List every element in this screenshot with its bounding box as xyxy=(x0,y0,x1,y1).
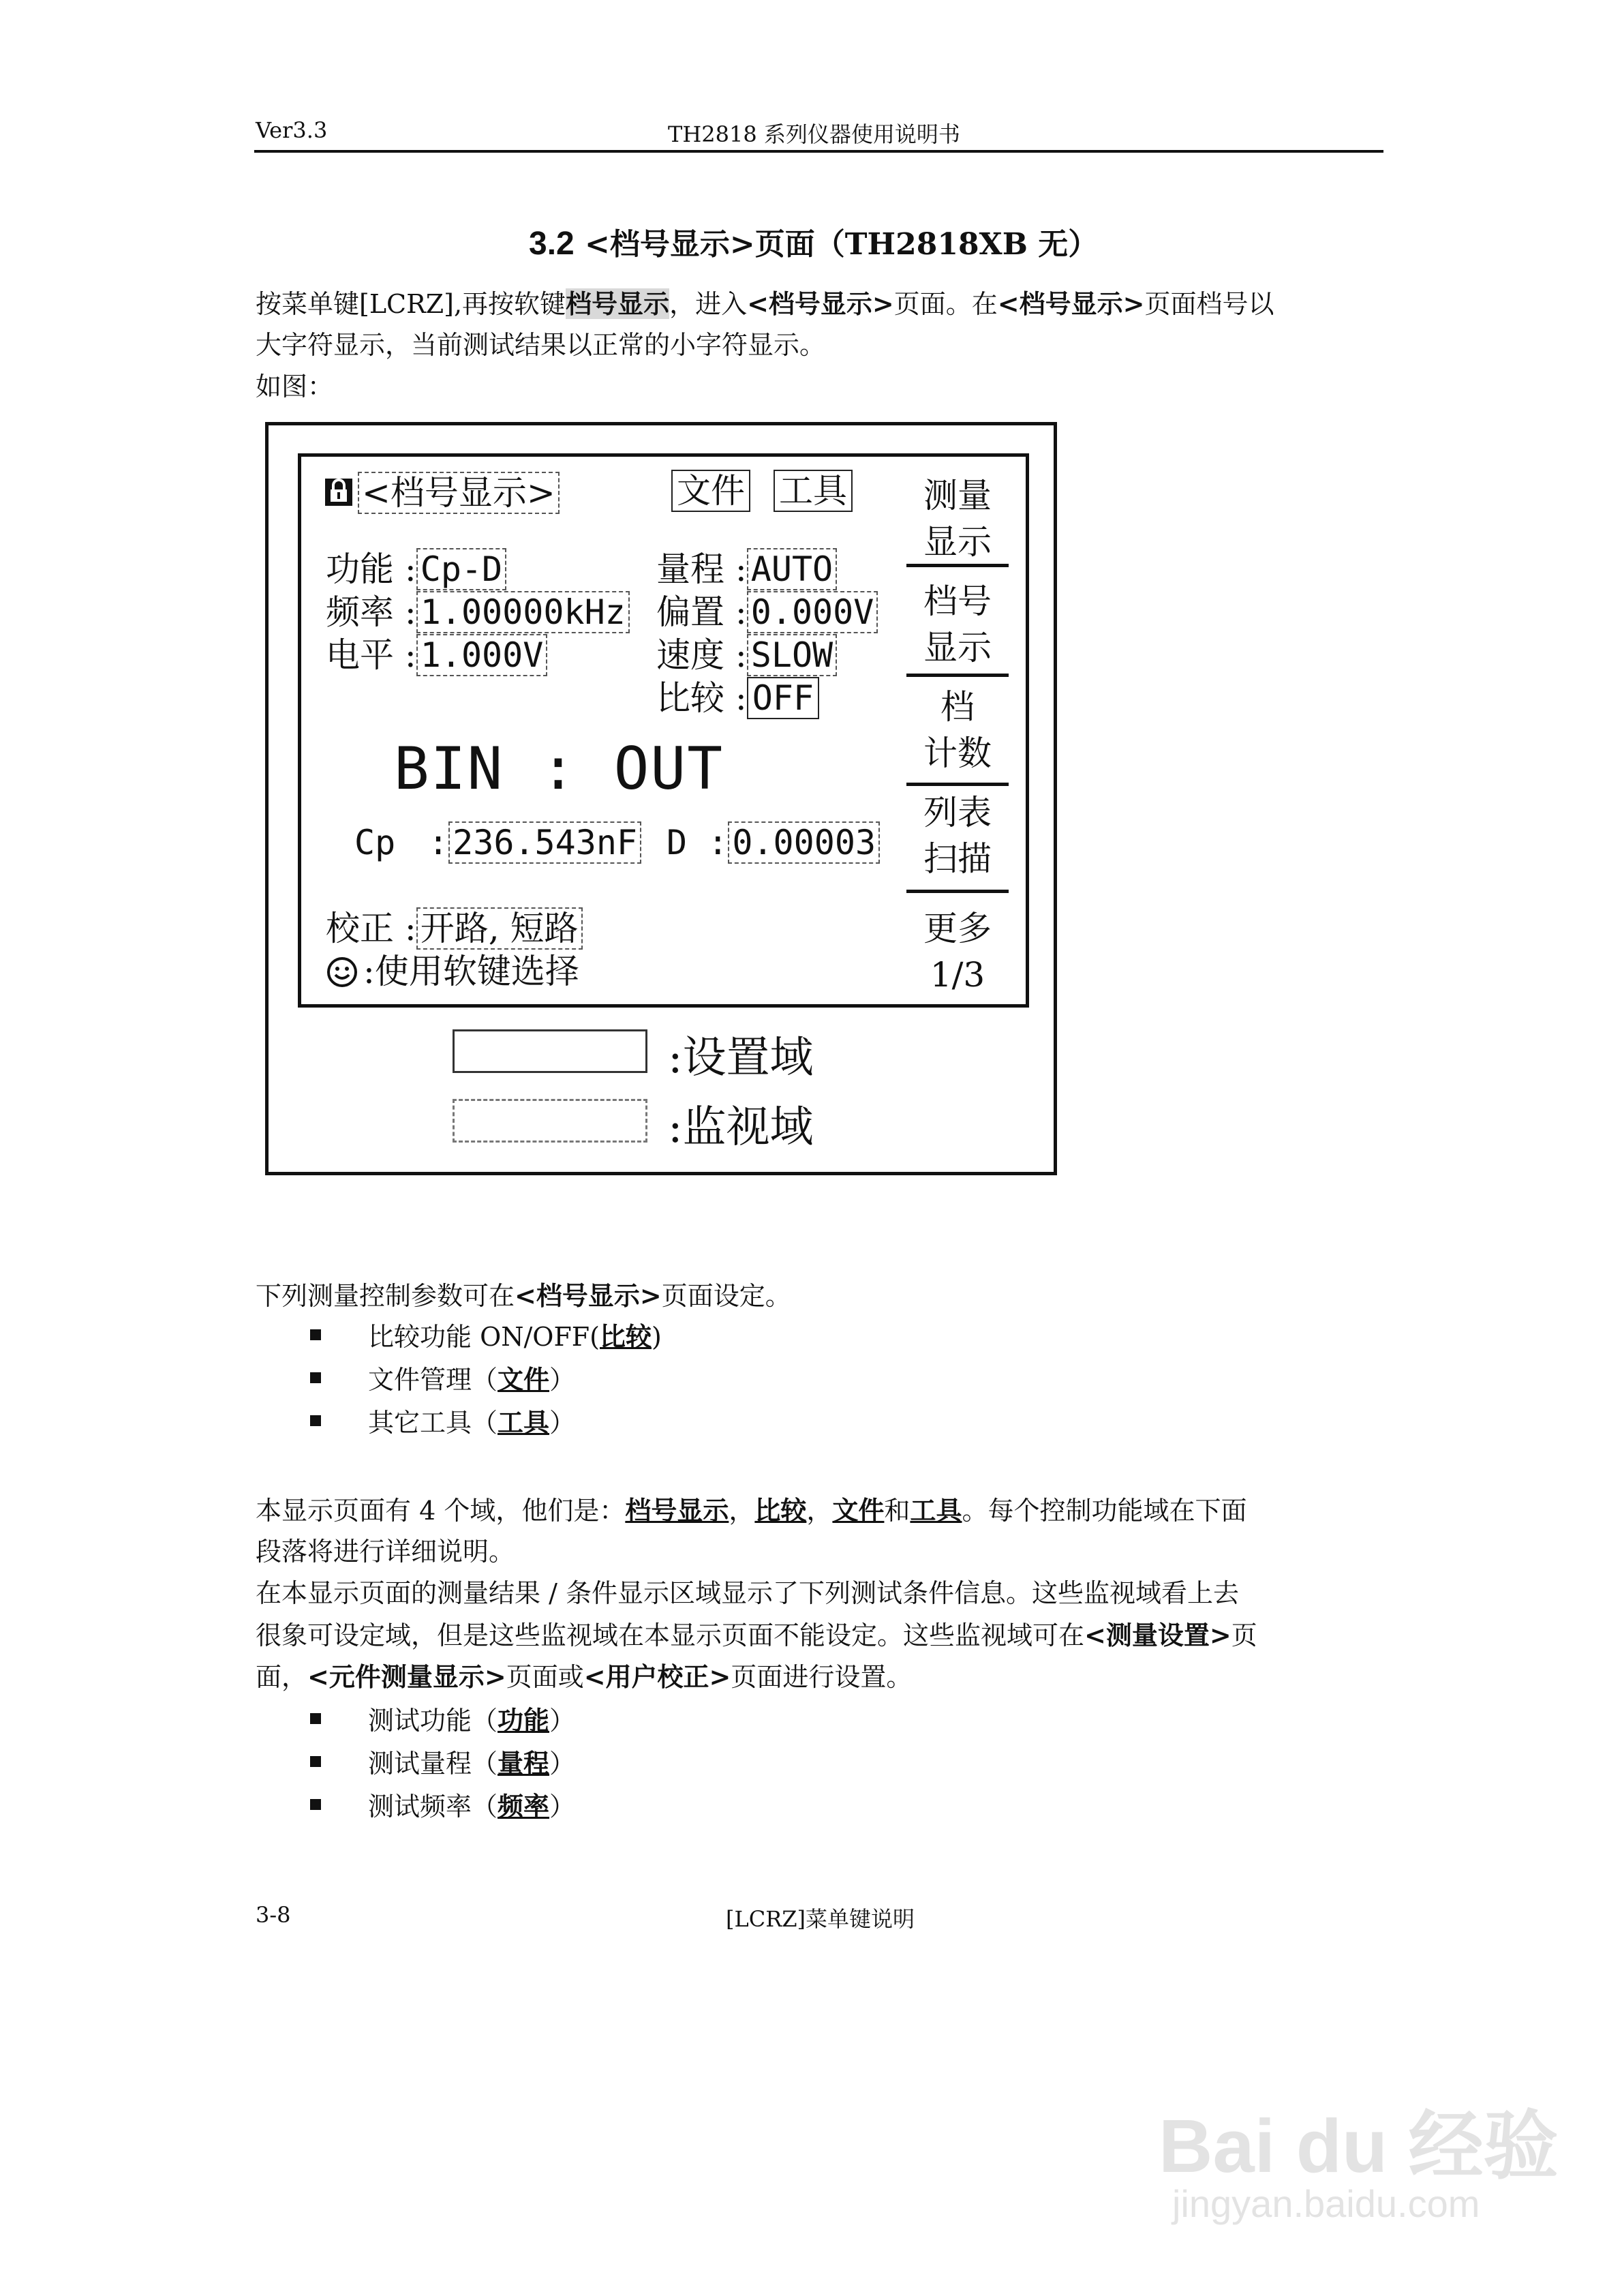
param-bias: 偏置 : 0.000V xyxy=(656,592,878,633)
param-frequency: 频率 : 1.00000kHz xyxy=(326,592,630,633)
intro-line-2: 大字符显示，当前测试结果以正常的小字符显示。 xyxy=(256,330,826,360)
footer-page-number: 3-8 xyxy=(256,1902,291,1928)
legend-monitor-label: :监视域 xyxy=(668,1102,814,1153)
d-label: D xyxy=(667,823,688,862)
list-item: 测试量程（量程） xyxy=(368,1748,576,1779)
softkey-reference: 档号显示 xyxy=(566,288,670,319)
legend-setting-label: :设置域 xyxy=(668,1033,814,1083)
intro-text: ，进入 xyxy=(669,289,748,319)
header-rule xyxy=(254,150,1383,153)
softkey-bin-display[interactable]: 档号 显示 xyxy=(923,581,992,667)
softkey-bin-count[interactable]: 档 计数 xyxy=(923,687,992,773)
intro-line-1 xyxy=(256,283,1274,325)
bin-result: BIN : OUT xyxy=(394,735,724,803)
softkey-divider xyxy=(906,890,1009,893)
softkey-hint: :使用软键选择 xyxy=(363,952,579,991)
screen-page-title xyxy=(358,472,560,513)
param-compare: 比较 : OFF xyxy=(656,678,819,719)
watermark-url: jingyan.baidu.com xyxy=(1172,2182,1480,2225)
bullet-icon xyxy=(310,1415,321,1426)
header-version: Ver3.3 xyxy=(256,117,328,143)
menu-tools xyxy=(774,470,853,511)
bullet-icon xyxy=(310,1799,321,1810)
softkey-divider xyxy=(906,674,1009,677)
paragraph-1: 下列测量控制参数可在<档号显示>页面设定。 xyxy=(256,1280,791,1311)
bullet-icon xyxy=(310,1756,321,1767)
correction-value: 开路, 短路 xyxy=(416,907,583,950)
function-value: Cp-D xyxy=(416,548,506,590)
list-item: 测试功能（功能） xyxy=(368,1705,576,1736)
file-menu-field[interactable]: 文件 xyxy=(671,470,750,512)
paragraph-3-line-3: 面，<元件测量显示>页面或<用户校正>页面进行设置。 xyxy=(256,1661,913,1692)
softkey-divider xyxy=(906,564,1009,567)
section-title-text: <档号显示>页面（TH2818XB 无） xyxy=(574,227,1099,262)
frequency-value: 1.00000kHz xyxy=(416,591,630,633)
watermark-logo: Bai du 经验 xyxy=(1159,2104,1559,2188)
softkey-divider xyxy=(906,783,1009,786)
paragraph-3-line-1: 在本显示页面的测量结果 / 条件显示区域显示了下列测试条件信息。这些监视域看上去 xyxy=(256,1578,1239,1608)
bullet-icon xyxy=(310,1372,321,1383)
section-title xyxy=(529,220,1098,263)
page-reference: <档号显示> xyxy=(997,288,1145,319)
param-speed: 速度 : SLOW xyxy=(656,635,837,676)
paragraph-2-line-1: 本显示页面有 4 个域，他们是：档号显示，比较，文件和工具。每个控制功能域在下面 xyxy=(256,1495,1247,1526)
paragraph-2-line-2: 段落将进行详细说明。 xyxy=(256,1537,515,1567)
tools-menu-field[interactable]: 工具 xyxy=(774,470,853,512)
softkey-more[interactable]: 更多 1/3 xyxy=(923,909,992,995)
softkey-measure-display[interactable]: 测量 显示 xyxy=(923,476,992,562)
d-readout: D : 0.00003 xyxy=(667,822,880,863)
bullet-icon xyxy=(310,1713,321,1724)
page-title-field[interactable]: <档号显示> xyxy=(358,472,560,514)
intro-text: 页面。在 xyxy=(893,289,998,319)
page-reference: <档号显示> xyxy=(747,288,894,319)
menu-file xyxy=(671,470,750,511)
bias-value: 0.000V xyxy=(747,591,878,633)
correction-row: 校正 : 开路, 短路 xyxy=(326,908,583,949)
intro-text: 按菜单键[LCRZ],再按软键 xyxy=(256,289,566,319)
list-item: 文件管理（文件） xyxy=(368,1364,576,1395)
bullet-icon xyxy=(310,1329,321,1340)
header-title: TH2818 系列仪器使用说明书 xyxy=(668,121,960,147)
param-level: 电平 : 1.000V xyxy=(326,635,547,676)
list-item: 其它工具（工具） xyxy=(368,1407,576,1438)
list-item: 测试频率（频率） xyxy=(368,1791,576,1822)
cp-value: 236.543nF xyxy=(448,821,641,864)
paragraph-3-line-2: 很象可设定域，但是这些监视域在本显示页面不能设定。这些监视域可在<测量设置>页 xyxy=(256,1620,1257,1650)
section-number: 3.2 xyxy=(529,226,575,262)
lock-icon xyxy=(324,477,354,507)
param-range: 量程 : AUTO xyxy=(656,549,837,590)
legend-monitor-box xyxy=(453,1099,647,1143)
intro-line-3: 如图： xyxy=(256,372,334,402)
param-function: 功能 : Cp-D xyxy=(326,549,506,590)
softkey-list-sweep[interactable]: 列表 扫描 xyxy=(923,793,992,879)
level-value: 1.000V xyxy=(416,634,548,676)
legend-setting-box xyxy=(453,1029,647,1073)
intro-text: 页面档号以 xyxy=(1144,289,1274,319)
smiley-icon xyxy=(326,956,358,988)
range-value: AUTO xyxy=(747,548,837,590)
cp-label: Cp xyxy=(354,823,396,862)
speed-value: SLOW xyxy=(747,634,837,676)
footer-title: [LCRZ]菜单键说明 xyxy=(726,1906,915,1932)
list-item: 比较功能 ON/OFF(比较) xyxy=(368,1321,662,1352)
compare-value[interactable]: OFF xyxy=(747,677,819,719)
d-value: 0.00003 xyxy=(728,821,880,864)
cp-readout: : 236.543nF xyxy=(428,822,641,863)
